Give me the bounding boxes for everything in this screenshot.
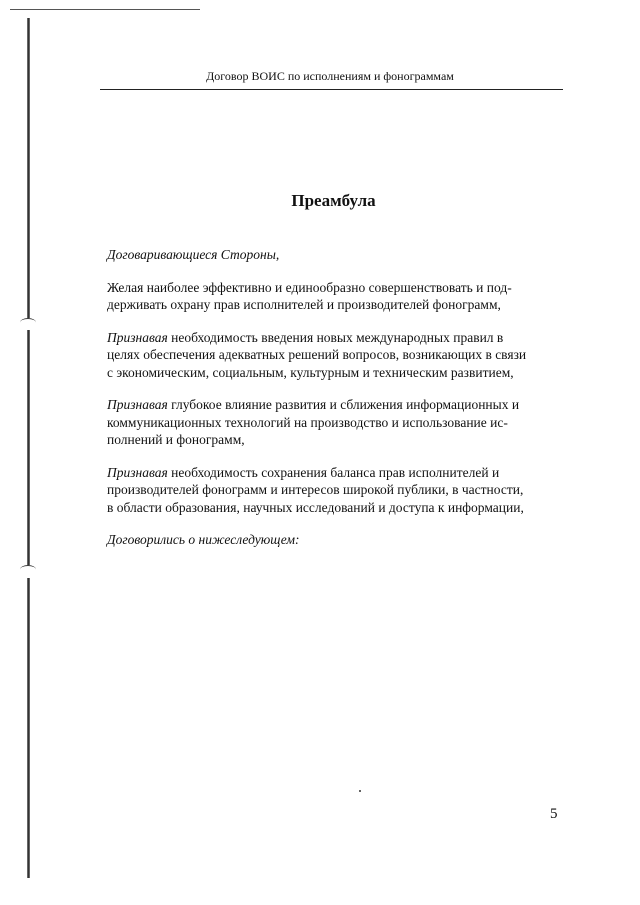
paragraph-2 [107, 329, 567, 382]
paragraph-4 [107, 464, 567, 517]
paragraph-line: с экономическим, социальным, культурным и техническим развитием, [107, 364, 514, 380]
paragraph-text: необходимость введения новых международных правил в [167, 329, 504, 345]
paragraph-line [107, 329, 567, 347]
intro-line [107, 246, 567, 264]
intro-text: Договаривающиеся Стороны, [107, 247, 280, 262]
binding-hole-mark [20, 565, 36, 574]
paragraph-line: коммуникационных технологий на производство и использование ис- [107, 414, 508, 430]
header-divider [100, 89, 563, 90]
paragraph-line: полнений и фонограмм, [107, 432, 245, 447]
paragraph-text: необходимость сохранения баланса прав исполнителей и [167, 464, 500, 480]
paragraph-1 [107, 279, 567, 314]
paragraph-line: в области образования, научных исследований и доступа к информации, [107, 499, 524, 515]
paragraph-line: Желая наиболее эффективно и единообразно совершенствовать и под- [107, 279, 512, 295]
closing-text: Договорились о нижеследующем: [107, 532, 300, 547]
paragraph-lead: Признавая [107, 397, 168, 412]
binding-hole-mark [20, 318, 36, 327]
binding-edge-bottom [27, 578, 30, 878]
scan-top-rule [10, 9, 200, 10]
paragraph-line: производителей фонограмм и интересов широкой публики, в частности, [107, 482, 524, 497]
binding-edge-middle [27, 330, 30, 565]
page-title: Преамбула [291, 191, 376, 210]
paragraph-line [107, 396, 567, 414]
closing-line [107, 531, 567, 549]
preamble-body [107, 246, 567, 564]
paragraph-lead: Признавая [107, 464, 168, 480]
paragraph-text: глубокое влияние развития и сближения информационных и [167, 397, 520, 412]
paragraph-line: целях обеспечения адекватных решений вопросов, возникающих в связи [107, 347, 527, 362]
binding-edge-top [27, 18, 30, 318]
running-header: Договор ВОИС по исполнениям и фонограммам [206, 69, 454, 83]
paragraph-lead: Признавая [107, 329, 168, 345]
paragraph-line [107, 464, 567, 482]
page-number: 5 [550, 806, 558, 822]
paragraph-line: держивать охрану прав исполнителей и производителей фонограмм, [107, 297, 501, 312]
scan-speck [359, 790, 361, 792]
paragraph-3 [107, 396, 567, 449]
